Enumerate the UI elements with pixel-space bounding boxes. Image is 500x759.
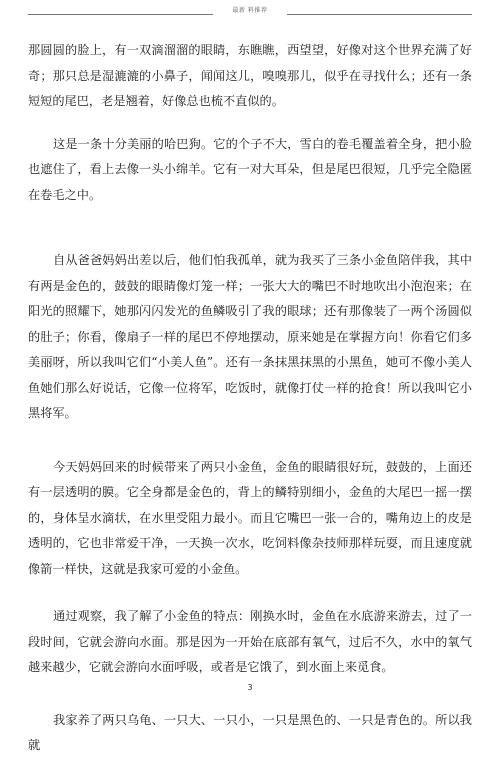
paragraph-6: 我家养了两只乌龟、一只大、一只小，一只是黑色的、一只是青色的。所以我就 [28,712,472,752]
paragraph-5: 通过观察，我了解了小金鱼的特点：刚换水时，金鱼在水底游来游去，过了一段时间，它就会游向水面。那是因为一开始在底部有氧气，过后不久，水中的氧气越来越少，它就会游向水面呼吸，或者是它饿了，到水面上来觅食。 [28,609,472,674]
header-rule-left [28,14,213,15]
paragraph-3: 自从爸爸妈妈出差以后，他们怕我孤单，就为我买了三条小金鱼陪伴我，其中有两是金色的，鼓鼓的眼睛像灯笼一样；一张大大的嘴巴不时地吹出小泡泡来；在阳光的照耀下，她那闪闪发光的鱼鳞吸引了我的眼球；还有那像装了一两个汤圆似的肚子；你看，像扇子一样的尾巴不停地摆动，原来她是在掌握方向！你看它们多美丽呀，所以我叫它们“小美人鱼”。还有一条抹黑抹黑的小黑鱼，她可不像小美人鱼她们那么好说话，它像一位将军，吃饭时，就像打仗一样的抢食！所以我叫它小黑将军。 [28,253,472,420]
paragraph-4: 今天妈妈回来的时候带来了两只小金鱼，金鱼的眼睛很好玩，鼓鼓的，上面还有一层透明的膜。它全身都是金色的，背上的鳞特别细小，金鱼的大尾巴一摇一摆的，身体呈水滴状，在水里受阻力最小。而且它嘴巴一张一合的，嘴角边上的皮是透明的，它也非常爱干净，一天换一次水，吃饲料像杂技师那样玩耍，而且速度就像箭一样快，这就是我家可爱的小金鱼。 [28,459,472,576]
page-header [0,0,500,18]
header-text: 最新 料推荐 [232,7,268,14]
paragraph-1: 那圆圆的脸上，有一双滴溜溜的眼睛，东瞧瞧，西望望，好像对这个世界充满了好奇；那只总是湿漉漉的小鼻子，闻闻这儿，嗅嗅那儿，似乎在寻找什么；还有一条短短的尾巴，老是翘着，好像总也梳不直似的。 [28,43,472,108]
header-rule-right [287,14,472,15]
document-body [28,38,472,759]
paragraph-2: 这是一条十分美丽的哈巴狗。它的个子不大，雪白的卷毛覆盖着全身，把小脸也遮住了，看上去像一头小绵羊。它有一对大耳朵，但是尾巴很短，几乎完全隐匿在卷毛之中。 [28,136,472,202]
page-number: 3 [247,683,253,692]
